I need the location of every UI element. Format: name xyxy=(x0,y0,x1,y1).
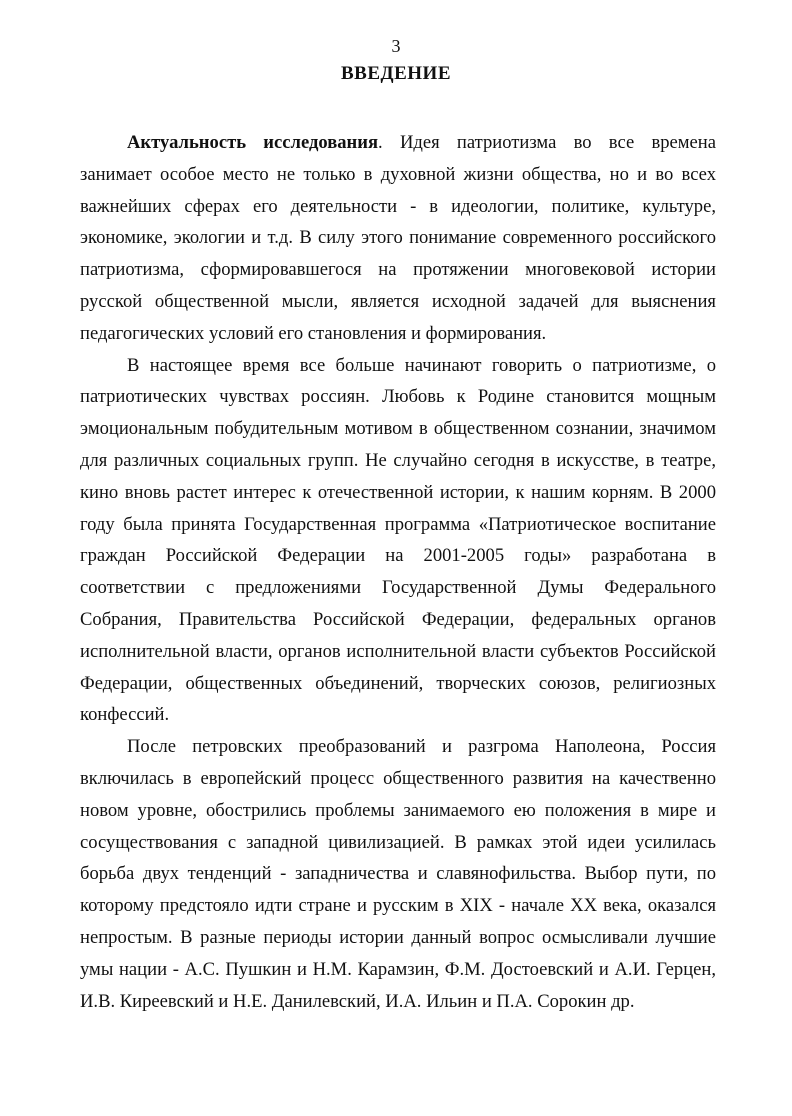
paragraph-patriotism-today: В настоящее время все больше начинают говорить о патриотизме, о патриотических чувствах россиян. Любовь к Родине становится мощным эмоциональным побудительным мотивом в общественном сознании, значимом для различных социальных групп. Не случайно сегодня в искусстве, в театре, кино вновь растет интерес к отечественной истории, к нашим корням. В 2000 году была принята Государственная программа «Патриотическое воспитание граждан Российской Федерации на 2001-2005 годы» разработана в соответствии с предложениями Государственной Думы Федерального Собрания, Правительства Российской Федерации, федеральных органов исполнительной власти, органов исполнительной власти субъектов Российской Федерации, общественных объединений, творческих союзов, религиозных конфессий. xyxy=(80,354,716,726)
paragraph-text: . Идея патриотизма во все времена занимает особое место не только в духовной жизни общества, но и во всех важнейших сферах его деятельности - в идеологии, политике, культуре, экономике, экологии и т.д. В силу этого понимание современного российского патриотизма, сформировавшегося на протяжении многовековой истории русской общественной мысли, является исходной задачей для выяснения педагогических условий его становления и формирования. xyxy=(80,132,717,344)
page-title: ВВЕДЕНИЕ xyxy=(341,63,451,84)
paragraph-history: После петровских преобразований и разгрома Наполеона, Россия включилась в европейский процесс общественного развития на качественно новом уровне, обострились проблемы занимаемого ею положения в мире и сосуществования с западной цивилизацией. В рамках этой идеи усилилась борьба двух тенденций - западничества и славянофильства. Выбор пути, по которому предстояло идти стране и русским в XIX - начале XX века, оказался непростым. В разные периоды истории данный вопрос осмысливали лучшие умы нации - А.С. Пушкин и Н.М. Карамзин, Ф.М. Достоевский и А.И. Герцен, И.В. Киреевский и Н.Е. Данилевский, И.А. Ильин и П.А. Сорокин др. xyxy=(80,736,716,1012)
paragraph-relevance xyxy=(80,127,716,350)
body-text xyxy=(80,127,716,1017)
page-number: 3 xyxy=(391,36,401,56)
paragraph-lead-heading: Актуальность исследования xyxy=(127,132,379,153)
